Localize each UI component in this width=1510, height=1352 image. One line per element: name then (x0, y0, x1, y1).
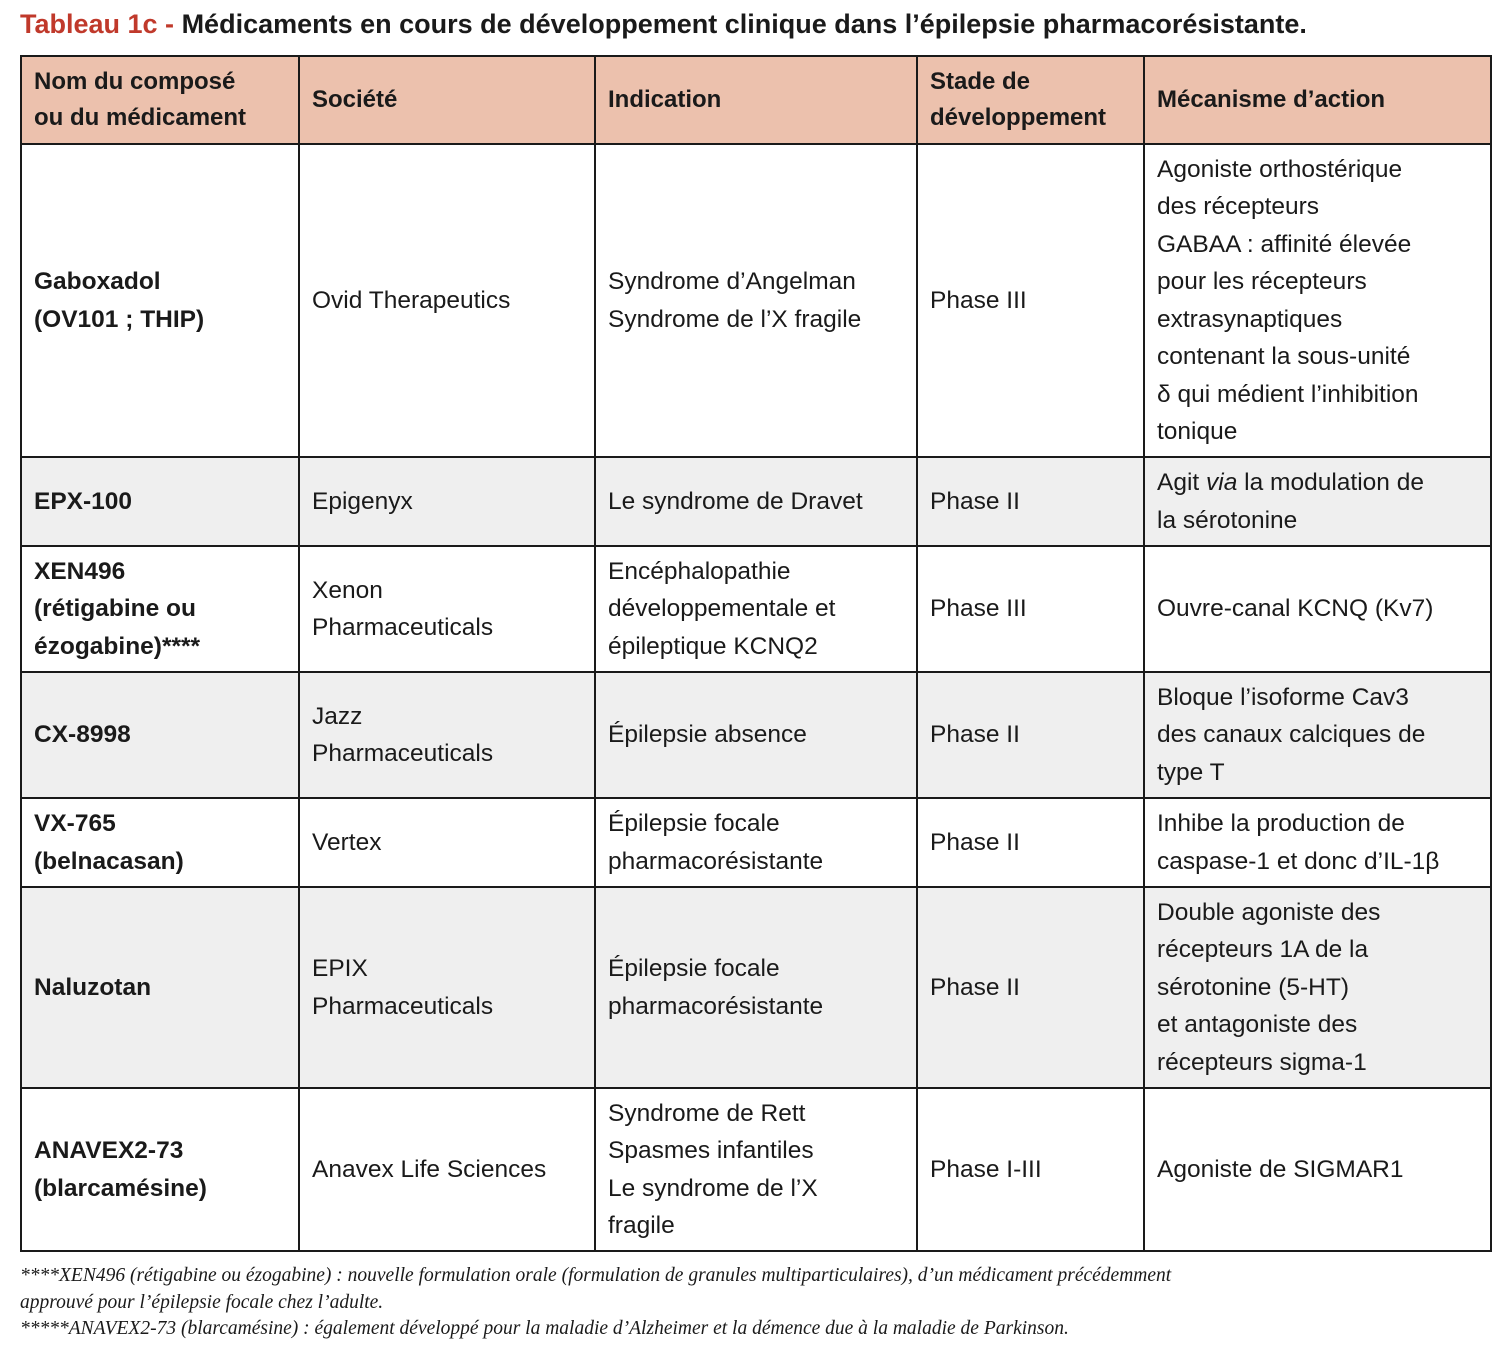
indication-line: fragile (608, 1212, 675, 1239)
header-stage-line1: Stade de (930, 68, 1031, 95)
company-cell (299, 1088, 595, 1251)
stage-cell: Phase II (917, 457, 1144, 546)
drug-name-cell (21, 546, 299, 672)
company-cell (299, 672, 595, 798)
drug-name-line: VX-765 (34, 810, 116, 837)
drug-name-cell (21, 672, 299, 798)
company-cell (299, 457, 595, 546)
company-line: Jazz (312, 702, 363, 730)
indication-cell (595, 144, 917, 457)
mechanism-cell (1144, 144, 1491, 457)
mechanism-line: pour les récepteurs (1157, 268, 1367, 295)
mechanism-line: sérotonine (5-HT) (1157, 973, 1349, 1001)
mechanism-line: Bloque l’isoforme Cav3 (1157, 683, 1409, 711)
indication-line: épileptique KCNQ2 (608, 632, 818, 660)
indication-cell (595, 546, 917, 672)
mechanism-cell (1144, 672, 1491, 798)
indication-line: Épilepsie absence (608, 721, 807, 749)
mechanism-cell (1144, 887, 1491, 1088)
company-cell (299, 546, 595, 672)
drug-name-line: Gaboxadol (34, 268, 161, 295)
header-stage (917, 56, 1144, 144)
mechanism-line: des canaux calciques de (1157, 721, 1426, 749)
table-row (21, 457, 1491, 546)
table-row (21, 672, 1491, 798)
indication-line: Syndrome d’Angelman (608, 268, 856, 295)
stage-cell: Phase II (917, 672, 1144, 798)
table-row (21, 144, 1491, 457)
footnote-line: *****ANAVEX2-73 (blarcamésine) : également développé pour la maladie d’Alzheimer et la démence due à la maladie de Parkinson. (20, 1318, 1069, 1339)
drug-name-line: (belnacasan) (34, 847, 184, 875)
stage-cell: Phase II (917, 887, 1144, 1088)
company-cell (299, 887, 595, 1088)
mechanism-line: Double agoniste des (1157, 898, 1381, 926)
mechanism-line: GABAA : affinité élevée (1157, 230, 1412, 258)
indication-line: Syndrome de Rett (608, 1099, 806, 1127)
mechanism-line: et antagoniste des (1157, 1011, 1358, 1039)
mechanism-line (1157, 464, 1478, 502)
drug-name-line: EPX-100 (34, 487, 133, 515)
drug-name-cell (21, 798, 299, 887)
table-row (21, 798, 1491, 887)
mechanism-line: type T (1157, 758, 1225, 786)
drug-table (20, 55, 1492, 1252)
mechanism-line: Inhibe la production de (1157, 810, 1405, 837)
table-row (21, 887, 1491, 1088)
company-line: Ovid Therapeutics (312, 286, 511, 314)
mechanism-line: Agoniste orthostérique (1157, 155, 1403, 183)
mechanism-cell (1144, 798, 1491, 887)
header-indication (595, 56, 917, 144)
company-cell (299, 798, 595, 887)
header-name-line1: Nom du composé (34, 68, 236, 95)
header-name (21, 56, 299, 144)
indication-line: Syndrome de l’X fragile (608, 305, 862, 333)
company-cell (299, 144, 595, 457)
footnote-line: approuvé pour l’épilepsie focale chez l’adulte. (20, 1291, 384, 1313)
indication-cell (595, 1088, 917, 1251)
footnotes (20, 1263, 1500, 1343)
indication-line: pharmacorésistante (608, 847, 824, 875)
mechanism-line: δ qui médient l’inhibition (1157, 380, 1419, 408)
drug-name-line: ANAVEX2-73 (34, 1137, 184, 1164)
company-line: Xenon (312, 576, 383, 604)
table-row (21, 1088, 1491, 1251)
stage-cell: Phase II (917, 798, 1144, 887)
mechanism-line: récepteurs 1A de la (1157, 936, 1369, 964)
company-line: Pharmaceuticals (312, 614, 494, 641)
stage-cell: Phase III (917, 546, 1144, 672)
mechanism-cell (1144, 457, 1491, 546)
mechanism-line: des récepteurs (1157, 193, 1320, 220)
indication-cell (595, 457, 917, 546)
header-name-line2: ou du médicament (34, 104, 247, 131)
drug-name-line: (blarcamésine) (34, 1174, 207, 1202)
drug-name-cell (21, 887, 299, 1088)
header-company-line1: Société (312, 86, 398, 113)
mechanism-text: Agit (1157, 469, 1207, 496)
indication-line: Le syndrome de l’X (608, 1174, 818, 1202)
header-company (299, 56, 595, 144)
header-indication-line1: Indication (608, 86, 722, 113)
mechanism-line: tonique (1157, 418, 1238, 445)
stage-cell: Phase III (917, 144, 1144, 457)
indication-line: Épilepsie focale (608, 955, 780, 982)
drug-name-line: (rétigabine ou (34, 595, 196, 623)
company-line: EPIX (312, 955, 368, 982)
indication-line: pharmacorésistante (608, 992, 824, 1020)
drug-name-line: CX-8998 (34, 721, 131, 749)
mechanism-emphasis: via (1206, 469, 1238, 496)
indication-line: développementale et (608, 595, 836, 623)
mechanism-line: contenant la sous-unité (1157, 343, 1411, 370)
mechanism-cell (1144, 546, 1491, 672)
company-line: Epigenyx (312, 487, 413, 515)
footnote-line: ****XEN496 (rétigabine ou ézogabine) : nouvelle formulation orale (formulation de granules multiparticulaires), d’un médicament précédemment (20, 1265, 1172, 1286)
header-row (21, 56, 1491, 144)
table-caption: Médicaments en cours de développement clinique dans l’épilepsie pharmacorésistante. (181, 9, 1307, 39)
indication-line: Le syndrome de Dravet (608, 487, 863, 515)
drug-name-line: (OV101 ; THIP) (34, 305, 205, 333)
company-line: Anavex Life Sciences (312, 1155, 547, 1183)
table-row (21, 546, 1491, 672)
drug-name-line: XEN496 (34, 557, 126, 585)
mechanism-line: Agoniste de SIGMAR1 (1157, 1155, 1404, 1183)
table-title (20, 6, 1500, 42)
header-mechanism (1144, 56, 1491, 144)
drug-name-line: ézogabine)**** (34, 632, 201, 660)
stage-cell: Phase I-III (917, 1088, 1144, 1251)
indication-line: Encéphalopathie (608, 557, 791, 585)
drug-name-cell (21, 144, 299, 457)
header-mechanism-line1: Mécanisme d’action (1157, 86, 1386, 113)
indication-cell (595, 672, 917, 798)
indication-line: Spasmes infantiles (608, 1137, 814, 1164)
mechanism-line: la sérotonine (1157, 506, 1298, 534)
drug-name-line: Naluzotan (34, 973, 152, 1001)
mechanism-line: Ouvre-canal KCNQ (Kv7) (1157, 595, 1434, 623)
mechanism-line: caspase-1 et donc d’IL-1β (1157, 847, 1440, 875)
indication-cell (595, 887, 917, 1088)
company-line: Pharmaceuticals (312, 992, 494, 1020)
drug-name-cell (21, 457, 299, 546)
mechanism-cell (1144, 1088, 1491, 1251)
mechanism-text: la modulation de (1237, 469, 1424, 496)
drug-name-cell (21, 1088, 299, 1251)
indication-cell (595, 798, 917, 887)
indication-line: Épilepsie focale (608, 810, 780, 837)
mechanism-line: extrasynaptiques (1157, 305, 1343, 333)
header-stage-line2: développement (930, 104, 1107, 131)
company-line: Pharmaceuticals (312, 740, 494, 767)
table-number-label: Tableau 1c - (20, 9, 182, 39)
company-line: Vertex (312, 828, 382, 856)
mechanism-line: récepteurs sigma-1 (1157, 1048, 1367, 1076)
